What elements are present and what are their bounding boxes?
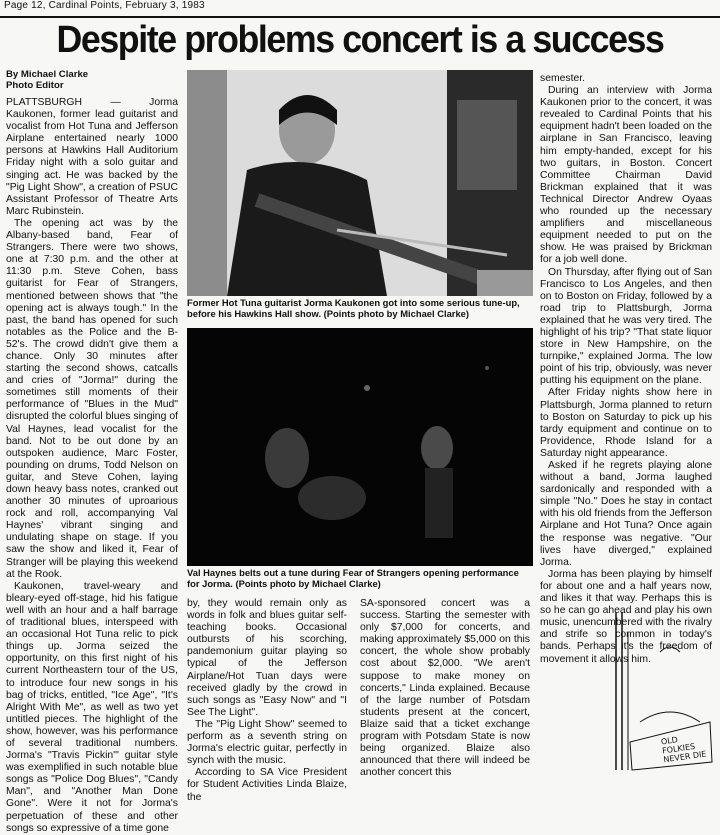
paragraph: Asked if he regrets playing alone without a band, Jorma laughed sardonically and responded with a simple "No." Does he stay in contact with his old friends from the Jefferson Airplane and Hot Tuna? Once again the response was negative. "Our lives have diverged," explained Jorma. bbox=[540, 460, 712, 568]
jorma-photo-image bbox=[187, 70, 533, 296]
photo-caption: Former Hot Tuna guitarist Jorma Kaukonen got into some serious tune-up, before his Hawkins Hall show. (Points photo by Michael Clarke) bbox=[187, 297, 520, 319]
paragraph: According to SA Vice President for Student Activities Linda Blaize, the bbox=[187, 767, 347, 803]
paragraph: After Friday nights show here in Plattsburgh, Jorma planned to return to Boston on Saturday to pick up his tardy equipment and continue on to Providence, Rhode Island for a Saturday night appearance. bbox=[540, 387, 712, 459]
article-column-2 bbox=[187, 598, 347, 803]
page-folio: Page 12, Cardinal Points, February 3, 1983 bbox=[4, 0, 205, 11]
photo-val-haynes bbox=[187, 328, 533, 566]
val-haynes-photo-image bbox=[187, 328, 533, 566]
paragraph: PLATTSBURGH — Jorma Kaukonen, former lead guitarist and vocalist from Hot Tuna and Jefferson Airplane entertained nearly 1000 persons at Hawkins Hall Auditorium Friday night with a solo guitar and singing act. He was backed by the "Pig Light Show", a creation of PSUC Assistant Professor of Theatre Arts Marc Rubinstein. bbox=[6, 97, 178, 217]
paragraph: Kaukonen, travel-weary and bleary-eyed off-stage, hid his fatigue well with an hour and a half barrage of traditional blues, interspeed with an occasional Hot Tuna relic to pick things up. Jorma seized the opportunity, on this first night of his current Northeastern tour of the US, to introduce four new songs in his bag of tricks, entitled, "Ice Age", "It's Alright With Me", as well as two yet untitled pieces. The highlight of the show, however, was his performance of several traditional numbers. Jorma's "Travis Pickin'" guitar style was exemplified in such notable blue songs as "Police Dog Blues", "Candy Man", and "Another Man Done Gone". Were it not for Jorma's perpetuation of these and other songs so expressive of a time gone bbox=[6, 580, 178, 834]
cartoon-sign: OLD FOLKIES NEVER DIE bbox=[660, 735, 707, 765]
article-column-1 bbox=[6, 97, 178, 834]
paragraph: The "Pig Light Show" seemed to perform as a seventh string on Jorma's electric guitar, perfectly in synch with the music. bbox=[187, 718, 347, 767]
paragraph: On Thursday, after flying out of San Francisco to Los Angeles, and then on to Boston on Friday, followed by a road trip to Plattsburgh, Jorma explained that he was very tired. The highlight of his trip? "That state liquor store in New Hampshire, on the turnpike," explained Jorma. The low point of his trip, obviously, was never putting his equipment on the plane. bbox=[540, 266, 712, 387]
paragraph: During an interview with Jorma Kaukonen prior to the concert, it was revealed to Cardinal Points that his equipment hadn't been loaded on the airplane in San Francisco, leaving him empty-handed, except for his two guitars, in Boston. Concert Committee Chairman David Brickman explained that it was Technical Director Andrew Oyaas who rounded up the necessary amplifiers and miscellaneous equipment needed to put on the show. He was praised by Brickman for a job well done. bbox=[540, 85, 712, 266]
photo-jorma-kaukonen bbox=[187, 70, 533, 296]
byline-title: Photo Editor bbox=[6, 80, 64, 91]
headline: Despite problems concert is a success bbox=[56, 19, 664, 61]
byline-name: By Michael Clarke bbox=[6, 69, 89, 80]
photo-caption: Val Haynes belts out a tune during Fear of Strangers opening performance for Jorma. (Points photo by Michael Clarke) bbox=[187, 567, 519, 589]
paragraph: SA-sponsored concert was a success. Starting the semester with only $7,000 for concerts, and making approximately $5,000 on this concert, the whole show probably cost about $2,000. "We aren't suppose to make money on concerts," Linda explained. Because of the large number of Potsdam students present at the concert, Blaize said that a ticket exchange program with Potsdam State is now being organized. Blaize also announced that there will indeed be another concert this bbox=[360, 598, 530, 779]
byline bbox=[6, 69, 178, 91]
paragraph: The opening act was by the Albany-based band, Fear of Strangers. There were two shows, one at 7:30 p.m. and the other at 11:30 p.m. Steve Cohen, bass guitarist for Fear of Strangers, mentioned between shows that "the opening act is always tough." In the past, the band has opened for such notables as the Police and the B-52's. The crowd didn't give them a chance. Only 30 minutes after starting the second shows, catcalls and cries of "Jorma!" during the sometimes still moments of their performance of "Blues in the Mud" disrupted the colorful blues singing of Val Haynes, lead vocalist for the band. Not to be out done by an outspoken audience, Marc Foster, pounding on drums, Todd Nelson on guitar, and Steve Cohen, laying down heavy bass notes, cranked out another 30 minutes of uproarious rock and roll, accompanying Val Haynes' vibrant singing and undulating shape on stage. If you saw the show and liked it, Fear of Stranger will be playing this weekend at the Rook. bbox=[6, 217, 178, 580]
paragraph: by, they would remain only as words in folk and blues guitar self-teaching books. Occasional outbursts of his scorching, pandemonium guitar playing so typical of the Jefferson Airplane/Hot Tuan days were received gladly by the crowd in such songs as "Easy Now" and "I See The Light". bbox=[187, 598, 347, 718]
paragraph: Jorma has been playing by himself for about one and a half years now, and likes it that way. Perhaps this is so he can go ahead and play his own music, unencumbered with the rivalry and strife so common in today's bands. Perhaps it's the freedom of movement it allows him. bbox=[540, 568, 712, 665]
cartoon-illustration bbox=[600, 612, 718, 770]
article-column-3 bbox=[360, 598, 530, 779]
article-column-4 bbox=[540, 73, 712, 665]
paragraph: semester. bbox=[540, 73, 586, 84]
